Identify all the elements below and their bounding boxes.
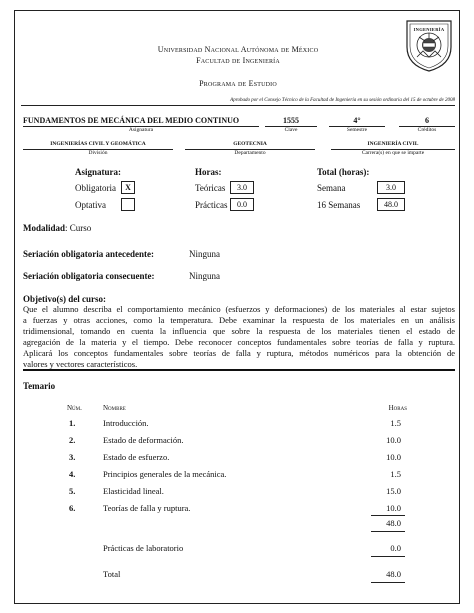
- temario-row-nombre: Elasticidad lineal.: [103, 486, 164, 496]
- temario-title: Temario: [23, 381, 56, 391]
- total-horas-title: Total (horas):: [317, 167, 370, 177]
- course-name: FUNDAMENTOS DE MECÁNICA DEL MEDIO CONTINUO: [23, 116, 240, 125]
- carrera-label: Carrera(s) en que se imparte: [361, 150, 425, 156]
- objetivo-title: Objetivo(s) del curso:: [23, 294, 106, 304]
- document-page: [14, 10, 460, 604]
- objetivo-line: Que el alumno describa el comportamiento mecánico (esfuerzos y deformaciones) de los materiales al estar sujetos: [23, 304, 455, 314]
- course-semestre: 4°: [353, 116, 361, 125]
- approval-note: Aprobado por el Consejo Técnico de la Facultad de Ingeniería en su sesión ordinaria del 15 de octubre de 2008: [230, 98, 455, 103]
- seriacion-consecuente-value: Ninguna: [189, 271, 220, 281]
- seriacion-antecedente-value: Ninguna: [189, 249, 220, 259]
- program-title: Programa de Estudio: [199, 79, 277, 88]
- total-label: Total: [103, 569, 121, 579]
- subtotal-rule: [371, 515, 405, 516]
- temario-row-horas: 1.5: [390, 469, 401, 479]
- col-horas-header: Horas: [388, 404, 407, 412]
- seriacion-consecuente-label: Seriación obligatoria consecuente:: [23, 271, 155, 281]
- objetivo-text: [23, 304, 455, 370]
- asignatura-label: Asignatura: [128, 127, 154, 133]
- seal-text: INGENIERÍA: [413, 27, 445, 32]
- seriacion-antecedente-label: Seriación obligatoria antecedente:: [23, 249, 154, 259]
- practicas-lab-value: 0.0: [390, 543, 401, 553]
- course-creditos: 6: [425, 116, 429, 125]
- practicas-lab-label: Prácticas de laboratorio: [103, 543, 184, 553]
- temario-row-nombre: Estado de deformación.: [103, 435, 184, 445]
- obligatoria-checkbox: X: [121, 181, 135, 194]
- practicas-rule: [371, 556, 405, 557]
- modalidad-value: : Curso: [65, 223, 92, 233]
- temario-row-nombre: Teorías de falla y ruptura.: [103, 503, 191, 513]
- objetivo-line: tridimensional, tomando en cuenta la influencia que sobre la respuesta de los materiales tienen el estado de: [23, 326, 455, 336]
- semana-value: 3.0: [377, 181, 405, 194]
- horas-title: Horas:: [195, 167, 222, 177]
- asignatura-title: Asignatura:: [75, 167, 122, 177]
- division-value: INGENIERÍAS CIVIL Y GEOMÁTICA: [50, 141, 146, 147]
- obligatoria-label: Obligatoria: [75, 183, 116, 193]
- temario-row-nombre: Estado de esfuerzo.: [103, 452, 170, 462]
- col-num-header: Núm.: [67, 404, 82, 412]
- creditos-label: Créditos: [417, 127, 437, 133]
- temario-divider: [23, 369, 455, 371]
- temario-row-horas: 1.5: [390, 418, 401, 428]
- division-label: División: [88, 150, 108, 156]
- optativa-checkbox: [121, 198, 135, 211]
- departamento-label: Departamento: [234, 150, 266, 156]
- clave-label: Clave: [284, 127, 298, 133]
- subtotal-value: 48.0: [386, 518, 401, 528]
- temario-row-nombre: Principios generales de la mecánica.: [103, 469, 227, 479]
- header-divider: [21, 105, 455, 106]
- temario-row-num: 3.: [69, 452, 76, 462]
- carrera-value: INGENIERÍA CIVIL: [367, 141, 419, 147]
- university-name: Universidad Nacional Autónoma de México: [157, 45, 319, 54]
- optativa-label: Optativa: [75, 200, 106, 210]
- temario-row-num: 4.: [69, 469, 76, 479]
- course-clave: 1555: [283, 116, 299, 125]
- temario-row-nombre: Introducción.: [103, 418, 149, 428]
- practicas-value: 0.0: [230, 198, 254, 211]
- semestre-label: Semestre: [346, 127, 368, 133]
- teoricas-value: 3.0: [230, 181, 254, 194]
- faculty-seal-icon: [403, 17, 455, 73]
- objetivo-line: valores y vectores característicos.: [23, 359, 138, 369]
- faculty-name: Facultad de Ingeniería: [196, 56, 280, 65]
- modalidad-row: [23, 223, 91, 233]
- temario-row-horas: 10.0: [386, 435, 401, 445]
- temario-row-num: 2.: [69, 435, 76, 445]
- temario-row-horas: 15.0: [386, 486, 401, 496]
- temario-row-num: 5.: [69, 486, 76, 496]
- modalidad-label: Modalidad: [23, 223, 66, 233]
- 16-semanas-value: 48.0: [377, 198, 405, 211]
- temario-row-horas: 10.0: [386, 452, 401, 462]
- total-value: 48.0: [386, 569, 401, 579]
- temario-row-num: 1.: [69, 418, 76, 428]
- col-nombre-header: Nombre: [103, 404, 126, 412]
- 16-semanas-label: 16 Semanas: [317, 200, 361, 210]
- objetivo-line: Aplicará los conceptos fundamentales sobre teorías de falla y ruptura, métodos numéricos para la obtención de: [23, 348, 455, 358]
- objetivo-line: a fuerzas y otras acciones, como la temperatura. Debe examinar la respuesta de los materiales en un análisis: [23, 315, 455, 325]
- temario-row-horas: 10.0: [386, 503, 401, 513]
- practicas-label: Prácticas: [195, 200, 228, 210]
- departamento-value: GEOTECNIA: [233, 141, 267, 147]
- temario-row-num: 6.: [69, 503, 76, 513]
- teoricas-label: Teóricas: [195, 183, 226, 193]
- objetivo-line: agregación de la materia y el tiempo. Debe reconocer conceptos fundamentales sobre teorías de falla y ruptura.: [23, 337, 455, 347]
- semana-label: Semana: [317, 183, 346, 193]
- total-rule: [371, 582, 405, 583]
- subtotal-rule-bottom: [371, 531, 405, 532]
